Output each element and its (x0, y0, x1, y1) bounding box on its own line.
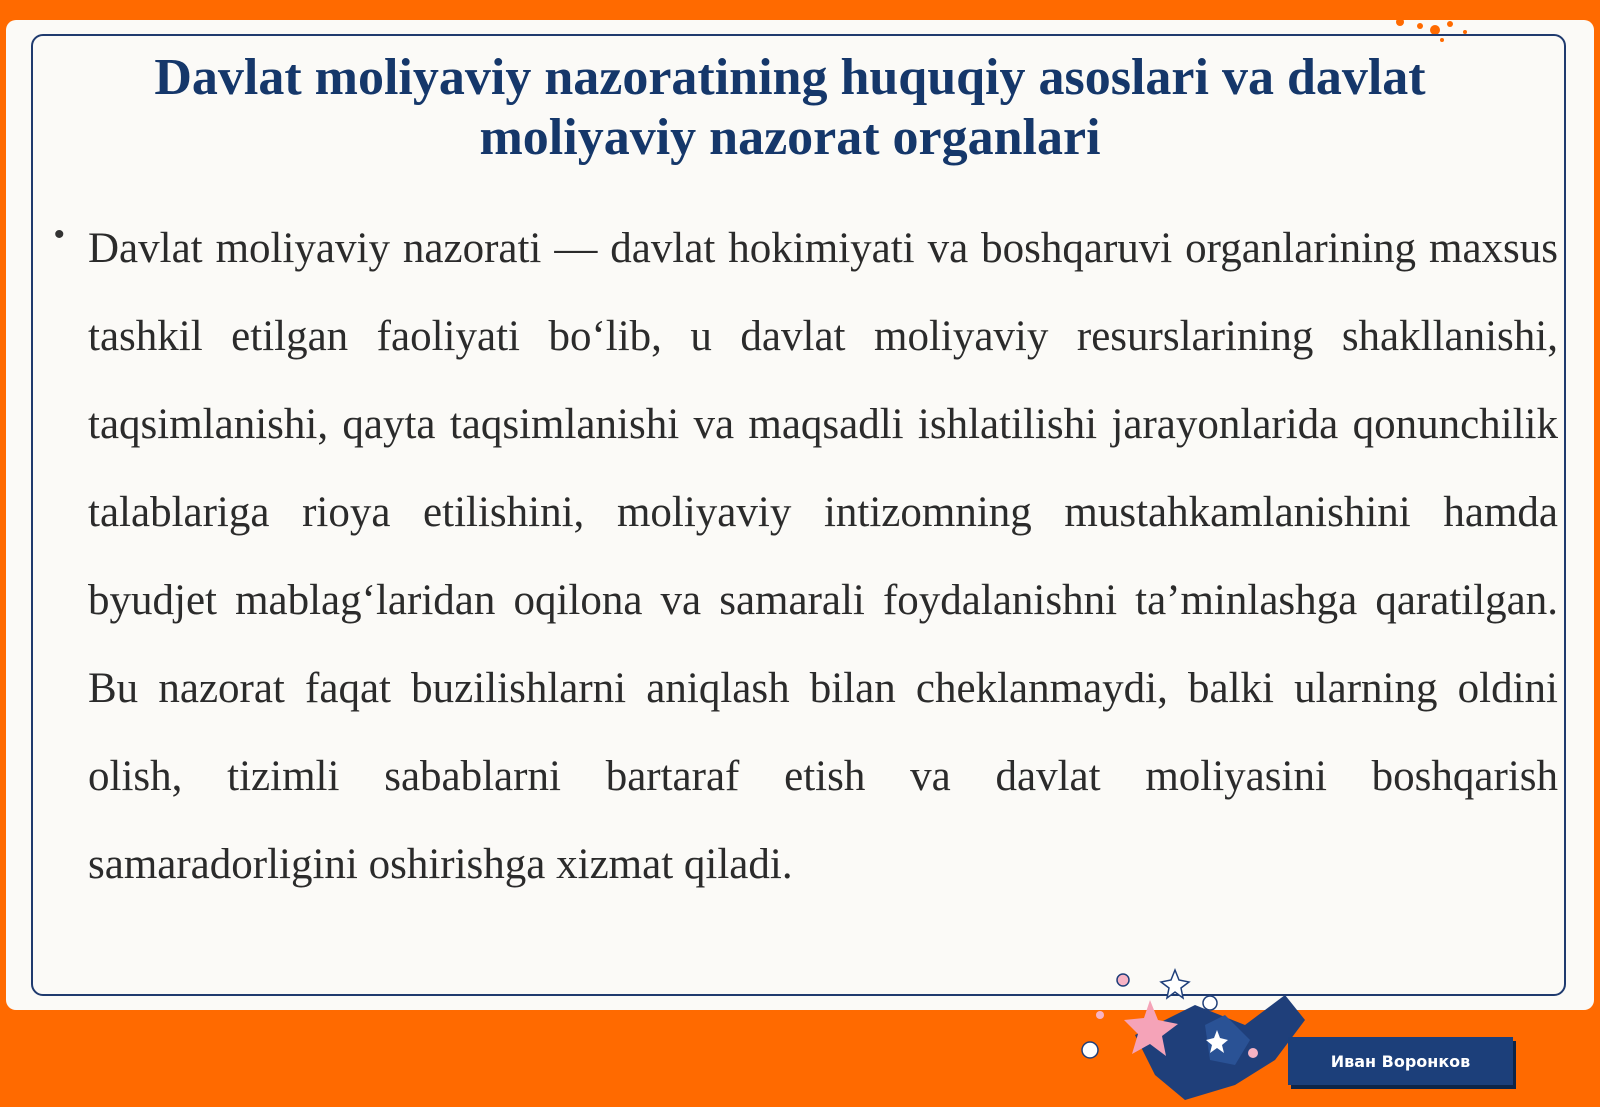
bullet-point: • (54, 218, 65, 251)
star-decoration-icon (1075, 965, 1375, 1107)
slide-title: Davlat moliyaviy nazoratining huquqiy asoslari va davlat moliyaviy nazorat organlari (154, 49, 1426, 166)
sparkle-icon (1161, 970, 1189, 998)
dot-icon (1117, 974, 1129, 986)
author-name: Иван Воронков (1330, 1051, 1471, 1071)
slide-body-text: Davlat moliyaviy nazorati — davlat hokimiyati va boshqaruvi organlarining maxsus tashkil etilgan faoliyati bo‘lib, u davlat moliyaviy resurslarining shakllanishi, taqsimlanishi, qayta taqsimlanishi va maqsadli ishlatilishi jarayonlarida qonunchilik talablariga rioya etilishini, moliyaviy intizomning mustahkamlanishini hamda byudjet mablag‘laridan oqilona va samarali foydalanishni ta’minlashga qaratilgan. Bu nazorat faqat buzilishlarni aniqlash bilan cheklanmaydi, balki ularning oldini olish, tizimli sabablarni bartaraf etish va davlat moliyasini boshqarish samaradorligini oshirishga xizmat qiladi. (88, 225, 1558, 888)
author-badge (1288, 1037, 1513, 1085)
